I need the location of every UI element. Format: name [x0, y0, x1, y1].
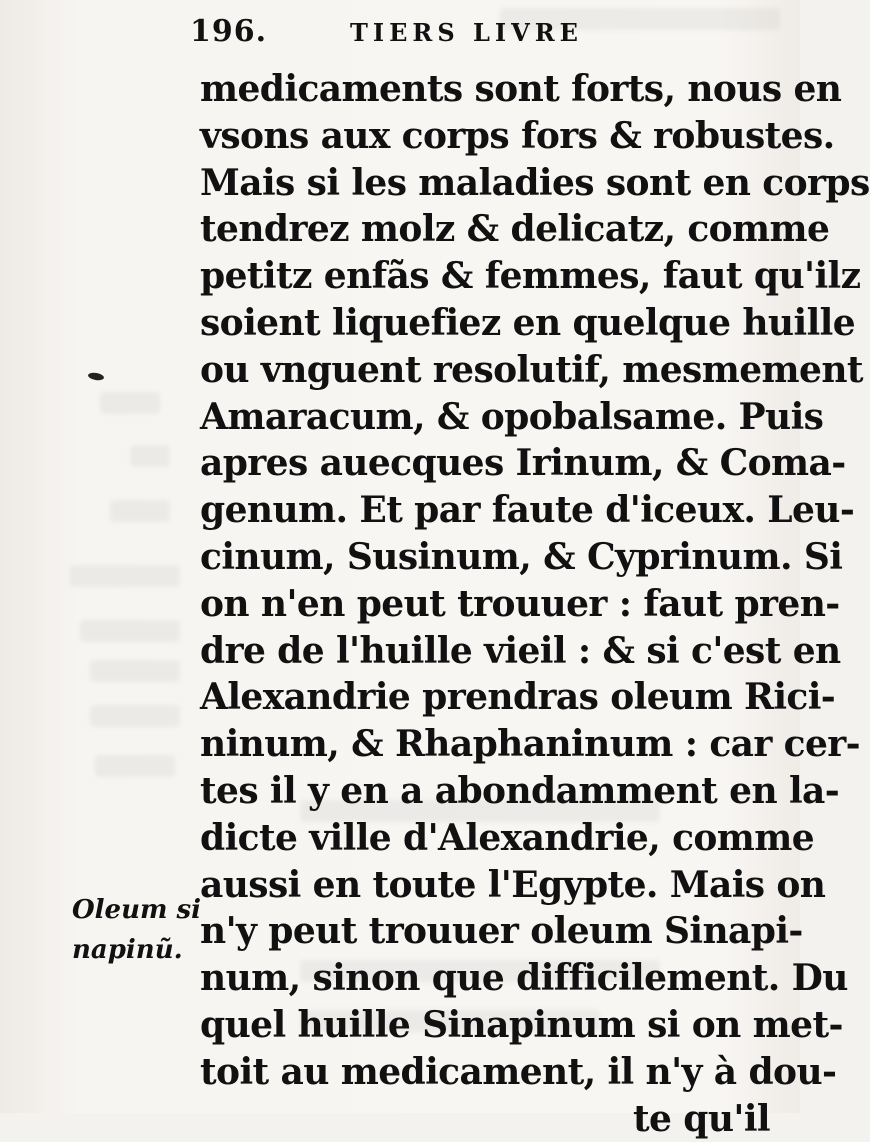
text-line: quel huille Sinapinum si on met- — [200, 1003, 843, 1046]
text-line: medicaments sont forts, nous en — [200, 68, 842, 110]
marginal-note-line: napinũ. — [72, 935, 183, 965]
text-line-final: te qu'il — [633, 1097, 770, 1140]
marginal-note-line: Oleum si — [72, 895, 202, 925]
text-line: tendrez molz & delicatz, comme — [200, 208, 830, 251]
running-title: TIERS LIVRE — [350, 18, 583, 47]
text-line: num, sinon que difficilement. Du — [200, 957, 848, 1000]
ink-mark — [88, 372, 105, 382]
text-line: Mais si les maladies sont en corps — [200, 161, 870, 204]
text-line: cinum, Susinum, & Cyprinum. Si — [200, 535, 843, 578]
text-line: tes il y en a abondamment en la- — [200, 769, 840, 812]
text-line: aussi en toute l'Egypte. Mais on — [200, 863, 826, 906]
text-line: petitz enfãs & femmes, faut qu'ilz — [200, 255, 861, 298]
text-line: on n'en peut trouuer : faut pren- — [200, 582, 840, 625]
text-line: ou vnguent resolutif, mesmement — [200, 348, 863, 391]
main-text-block — [200, 66, 870, 1142]
page-header — [190, 14, 750, 56]
text-line: genum. Et par faute d'iceux. Leu- — [200, 489, 855, 532]
text-line: toit au medicament, il n'y à dou- — [200, 1050, 837, 1093]
text-line: Amaracum, & opobalsame. Puis — [200, 395, 824, 438]
text-line: Alexandrie prendras oleum Rici- — [200, 676, 836, 719]
text-line: dicte ville d'Alexandrie, comme — [200, 816, 815, 859]
text-line: n'y peut trouuer oleum Sinapi- — [200, 910, 803, 953]
text-line: dre de l'huille vieil : & si c'est en — [200, 629, 841, 672]
page-number: 196. — [190, 14, 268, 49]
text-line: ninum, & Rhaphaninum : car cer- — [200, 723, 861, 766]
text-line: apres auecques Irinum, & Coma- — [200, 442, 846, 485]
marginal-note — [72, 890, 202, 970]
text-line: vsons aux corps fors & robustes. — [200, 114, 835, 157]
text-line: soient liquefiez en quelque huille — [200, 301, 856, 344]
